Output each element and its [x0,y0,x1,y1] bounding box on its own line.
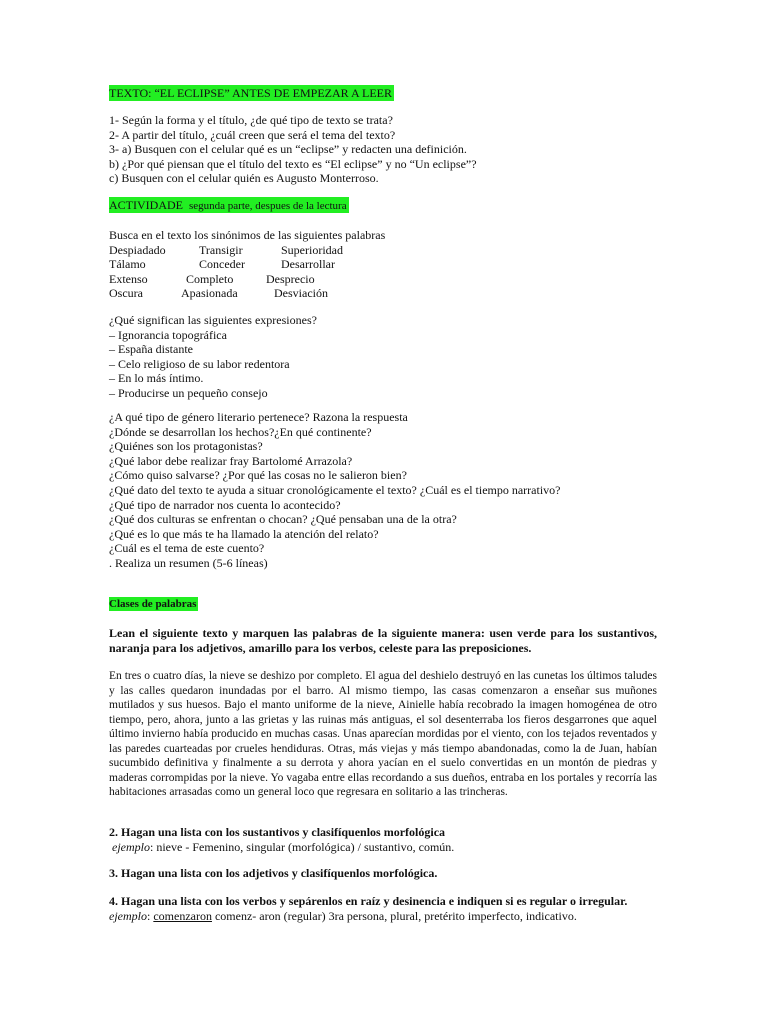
task-2 [109,825,657,854]
expression-item: – En lo más íntimo. [109,371,204,386]
heading-clases-highlight: Clases de palabras [109,598,197,610]
task-2-example [109,840,657,855]
synonym-word: Apasionada [181,286,238,301]
task-2-example-text: : nieve - Femenino, singular (morfológica) / sustantivo, común. [150,839,455,854]
synonym-word: Conceder [199,257,245,272]
heading-eclipse-highlight: TEXTO: “EL ECLIPSE” ANTES DE EMPEZAR A LEER [109,86,392,100]
heading-activity-label: ACTIVIDADE [109,198,183,212]
task-3-title: 3. Hagan una lista con los adjetivos y clasifíquenlos morfológica. [109,866,438,880]
question-item: ¿Cómo quiso salvarse? ¿Por qué las cosas no le salieron bien? [109,468,407,483]
synonym-word: Desviación [274,286,328,301]
synonym-row [109,272,657,287]
expressions-section [109,313,657,401]
heading-clases [109,596,657,612]
pre-question: b) ¿Por qué piensan que el título del texto es “El eclipse” y no “Un eclipse”? [109,156,477,171]
question-item: ¿Qué dos culturas se enfrentan o chocan? ¿Qué pensaban una de la otra? [109,512,457,527]
synonym-word: Superioridad [281,242,343,257]
synonyms-intro: Busca en el texto los sinónimos de las siguientes palabras [109,228,386,242]
expression-item: – Ignorancia topográfica [109,327,227,342]
task-4-example: ejemplo: comenzaron comenz- aron (regular) 3ra persona, plural, pretérito imperfecto, indicativo. [109,908,577,923]
question-item: ¿Qué labor debe realizar fray Bartolomé Arrazola? [109,453,353,468]
task-2-number: 2. [109,825,118,839]
expressions-intro: ¿Qué significan las siguientes expresiones? [109,313,317,327]
comprehension-questions [109,410,657,571]
task-4-example-text: comenz- aron (regular) 3ra persona, plural, pretérito imperfecto, indicativo. [211,908,577,923]
heading-activity [109,198,657,214]
synonym-word: Oscura [109,286,143,301]
question-item: ¿Qué es lo que más te ha llamado la atención del relato? [109,526,379,541]
synonym-word: Tálamo [109,257,146,272]
synonym-row [109,286,657,301]
pre-reading-questions [109,113,657,186]
pre-question: c) Busquen con el celular quién es Augusto Monterroso. [109,171,379,186]
synonyms-section [109,228,657,301]
synonym-row [109,243,657,258]
heading-eclipse [109,86,657,101]
pre-question: 1- Según la forma y el título, ¿de qué tipo de texto se trata? [109,113,393,127]
question-item: ¿Quiénes son los protagonistas? [109,439,263,454]
task-4-example-label: ejemplo [109,908,147,923]
question-item: ¿Dónde se desarrollan los hechos?¿En qué continente? [109,424,372,439]
question-item: ¿Qué tipo de narrador nos cuenta lo acontecido? [109,497,341,512]
synonym-word: Desprecio [266,271,315,286]
question-item: ¿Qué dato del texto te ayuda a situar cronológicamente el texto? ¿Cuál es el tiempo narrativo? [109,482,561,497]
pre-question: 3- a) Busquen con el celular qué es un “eclipse” y redacten una definición. [109,142,467,157]
task-2-text: Hagan una lista con los sustantivos y clasifíquenlos morfológica [121,825,446,839]
expression-item: – Celo religioso de su labor redentora [109,356,290,371]
synonym-word: Extenso [109,271,148,286]
pre-question: 2- A partir del título, ¿cuál creen que será el tema del texto? [109,127,396,142]
expression-item: – Producirse un pequeño consejo [109,385,268,400]
synonym-word: Despiadado [109,242,166,257]
heading-activity-sub: segunda parte, despues de la lectura [189,200,347,212]
heading-activity-highlight [109,197,349,213]
task-2-example-label: ejemplo [112,839,150,854]
task-4-example-word: comenzaron [153,908,212,923]
task-4 [109,894,657,923]
synonym-row [109,257,657,272]
synonym-word: Desarrollar [281,257,335,272]
task-4-title: 4. Hagan una lista con los verbos y sepárenlos en raíz y desinencia e indiquen si es regular o irregular. [109,894,628,908]
synonym-word: Transigir [199,242,243,257]
instruction-text: Lean el siguiente texto y marquen las palabras de la siguiente manera: usen verde para los sustantivos, naranja para los adjetivos, amarillo para los verbos, celeste para las preposiciones. [109,626,657,655]
question-item: ¿A qué tipo de género literario pertenece? Razona la respuesta [109,410,408,424]
expression-item: – España distante [109,342,193,357]
question-item: ¿Cuál es el tema de este cuento? [109,541,265,556]
synonym-word: Completo [186,271,234,286]
passage-text: En tres o cuatro días, la nieve se deshizo por completo. El agua del deshielo destruyó en las cunetas los últimos taludes y las calles quedaron inundadas por el barro. Al mismo tiempo, las casas comenzaron a enseñar sus muñones mutilados y sus huesos. Bajo el manto uniforme de la nieve, Ainielle había recobrado la imagen homogénea de otro tiempo, pero, ahora, junto a las grietas y las ruinas más antiguas, el sol desenterraba los fieros desgarrones que aquel último invierno había producido en muchas casas. Unas aparecían mordidas por el viento, con los tejados reventados y las paredes cuarteadas por crueles hendiduras. Otras, más viejas y más tiempo abandonadas, como la de Juan, habían sucumbido definitiva y finalmente a su derrota y ahora yacían en el suelo convertidas en un montón de piedras y maderas corrompidas por la nieve. Yo vagaba entre ellas recordando a sus dueños, entraba en los portales y recorría las habitaciones arrasadas como un general loco que regresara en solitario a las trincheras. [109,670,657,798]
question-item: . Realiza un resumen (5-6 líneas) [109,555,268,570]
task-2-title [109,825,657,840]
